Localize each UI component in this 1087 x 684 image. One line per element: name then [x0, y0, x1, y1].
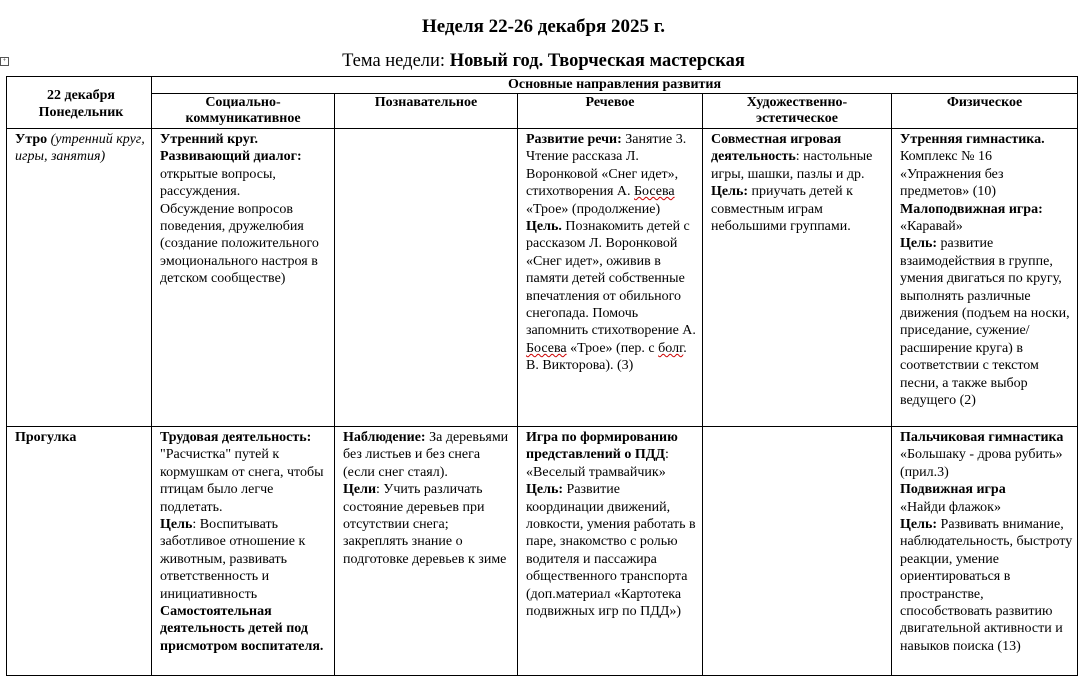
table-move-handle-icon[interactable]: +: [0, 57, 9, 66]
theme-label: Тема недели:: [342, 51, 450, 71]
text: Цель.: [526, 219, 562, 235]
text: Цель:: [526, 482, 564, 498]
walk-cognitive-cell: [335, 427, 518, 676]
text: Утренний круг.: [160, 132, 259, 147]
text: Цели: [343, 482, 377, 498]
text: Занятие 3. Чтение рассказа Л. Воронковой «Снег идет», стихотворения А.: [526, 132, 687, 200]
text: Цель:: [900, 517, 938, 533]
row-label-bold: Прогулка: [15, 430, 77, 445]
week-theme: [0, 51, 1087, 72]
table-row: [7, 427, 1078, 676]
text: «Каравай»: [900, 219, 963, 235]
walk-speech-cell: [518, 427, 703, 676]
day-date: 22 декабря: [46, 87, 115, 103]
row-label-walk: [7, 427, 152, 676]
text: : «Веселый трамвайчик»: [526, 447, 669, 480]
text: Малоподвижная игра:: [900, 201, 1043, 217]
text: «Трое» (продолжение): [526, 201, 661, 217]
direction-cognitive: Познавательное: [335, 94, 518, 129]
direction-art: Художественно- эстетическое: [703, 94, 892, 129]
main-heading: Основные направления развития: [152, 77, 1078, 94]
text: Цель:: [711, 184, 749, 200]
text: Цель: [160, 517, 193, 533]
text: . В. Викторова). (3): [526, 340, 687, 374]
text: Босева: [526, 340, 567, 356]
text: болг: [658, 340, 684, 356]
text: Цель:: [900, 236, 938, 252]
text: Развивать внимание, наблюдательность, быстроту реакции, умение ориентироваться в пространстве, способствовать развитию двигательной активности и навыков поиска (13): [900, 517, 1073, 654]
morning-art-cell: [703, 129, 892, 427]
walk-social-cell: [152, 427, 335, 676]
text: Самостоятельная деятельность детей под присмотром воспитателя.: [160, 604, 324, 654]
text: Подвижная игра: [900, 482, 1006, 498]
text: "Расчистка" путей к кормушкам от снега, чтобы птицам было легче подлетать.: [160, 447, 324, 515]
text: Комплекс № 16 «Упражнения без предметов» (10): [900, 149, 1004, 200]
walk-art-cell: [703, 427, 892, 676]
text: приучать детей к совместным играм небольшими группами.: [711, 184, 853, 235]
day-cell: [7, 77, 152, 129]
morning-physical-cell: [892, 129, 1078, 427]
text: : настольные игры, шашки, пазлы и др.: [711, 149, 873, 182]
text: Пальчиковая гимнастика: [900, 430, 1064, 445]
morning-cognitive-cell: [335, 129, 518, 427]
text: : Воспитывать заботливое отношение к животным, развивать ответственность и инициативность: [160, 517, 306, 602]
text: Утренняя гимнастика.: [900, 132, 1045, 147]
text: : Учить различать состояние деревьев при отсутствии снега; закреплять знание о подготовке деревьев к зиме: [343, 482, 507, 567]
row-label-bold: Утро: [15, 132, 48, 147]
text: «Трое» (пер. с: [566, 340, 659, 356]
text: открытые вопросы, рассуждения.: [160, 166, 276, 200]
schedule-table: [6, 76, 1078, 676]
text: Наблюдение:: [343, 430, 426, 445]
text: Развивающий диалог:: [160, 149, 302, 165]
walk-physical-cell: [892, 427, 1078, 676]
text: Трудовая деятельность:: [160, 430, 312, 445]
text: Развитие координации движений, ловкости, умения работать в паре, знакомство с ролью водителя и пассажира общественного транспорта (доп.материал «Картотека подвижных игр по ПДД»): [526, 482, 696, 620]
text: За деревьями без листьев и без снега (если снег стаял).: [343, 430, 509, 480]
text: Игра по формированию представлений о ПДД: [526, 430, 678, 463]
theme-value: Новый год. Творческая мастерская: [449, 51, 745, 71]
text: развитие взаимодействия в группе, умения двигаться по кругу, выполнять различные движения (подъем на носки, приседание, сужение/расширение круга) в соответствии с текстом песни, а также выбор ведущего (2): [900, 236, 1070, 409]
row-label-morning: [7, 129, 152, 427]
text: «Большаку - дрова рубить» (прил.3): [900, 447, 1063, 480]
text: Совместная игровая деятельность: [711, 132, 842, 165]
morning-social-cell: [152, 129, 335, 427]
text: Босева: [634, 184, 675, 200]
table-row: [7, 129, 1078, 427]
week-title: Неделя 22-26 декабря 2025 г.: [421, 16, 666, 37]
text: Развитие речи:: [526, 132, 622, 147]
row-label-italic: (утренний круг, игры, занятия): [15, 132, 145, 165]
day-weekday: Понедельник: [38, 104, 124, 120]
text: Познакомить детей с рассказом Л. Воронковой «Снег идет», оживив в памяти детей собственные впечатления от обильного снегопада. Помочь запомнить стихотворение А.: [526, 219, 696, 339]
morning-speech-cell: [518, 129, 703, 427]
direction-physical: Физическое: [892, 94, 1078, 129]
text: «Найди флажок»: [900, 499, 1001, 515]
direction-social: Социально- коммуникативное: [152, 94, 335, 129]
text: Обсуждение вопросов поведения, дружелюбия (создание положительного эмоционального настроя в детском сообществе): [160, 201, 319, 287]
direction-speech: Речевое: [518, 94, 703, 129]
